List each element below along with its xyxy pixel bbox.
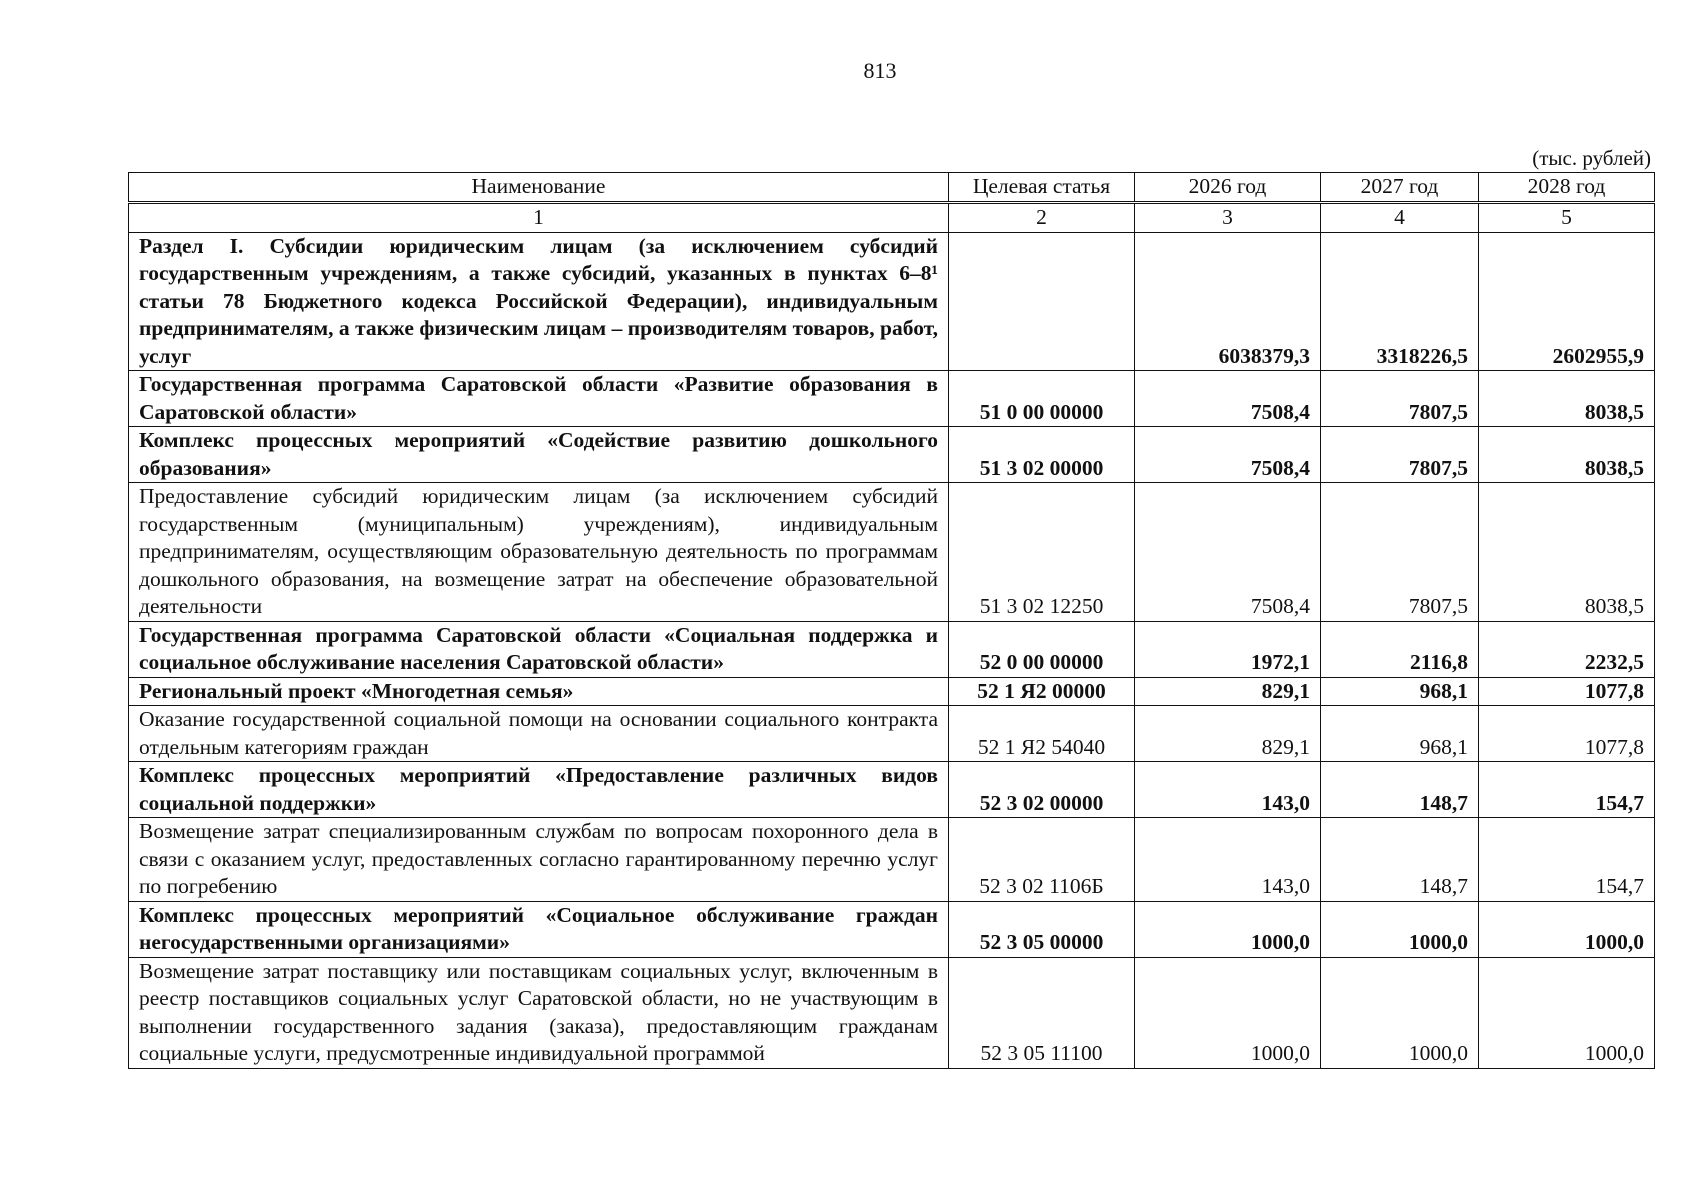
row-value-2027: 3318226,5 <box>1321 232 1479 371</box>
column-number: 4 <box>1321 203 1479 233</box>
header-2027: 2027 год <box>1321 173 1479 203</box>
row-value-2027: 1000,0 <box>1321 957 1479 1068</box>
row-target-code: 52 1 Я2 54040 <box>949 706 1135 762</box>
row-value-2027: 968,1 <box>1321 706 1479 762</box>
row-value-2027: 7807,5 <box>1321 427 1479 483</box>
units-label: (тыс. рублей) <box>1532 146 1651 170</box>
header-name: Наименование <box>129 173 949 203</box>
row-target-code: 52 3 05 11100 <box>949 957 1135 1068</box>
column-number-row <box>129 203 1655 233</box>
row-name: Раздел I. Субсидии юридическим лицам (за исключением субсидий государственным учреждениям, а также субсидий, указанных в пунктах 6–8¹ статьи 78 Бюджетного кодекса Российской Федерации), индивидуальным предпринимателям, а также физическим лицам – производителям товаров, работ, услуг <box>129 232 949 371</box>
row-name: Предоставление субсидий юридическим лицам (за исключением субсидий государственным (муниципальным) учреждениям), индивидуальным предпринимателям, осуществляющим образовательную деятельность по программам дошкольного образования, на возмещение затрат на обеспечение образовательной деятельности <box>129 483 949 622</box>
column-number: 1 <box>129 203 949 233</box>
row-name: Региональный проект «Многодетная семья» <box>129 677 949 706</box>
row-value-2026: 7508,4 <box>1135 371 1321 427</box>
row-target-code: 52 3 02 1106Б <box>949 818 1135 902</box>
row-target-code: 52 3 05 00000 <box>949 901 1135 957</box>
table-row <box>129 371 1655 427</box>
table-row <box>129 957 1655 1068</box>
row-value-2027: 148,7 <box>1321 762 1479 818</box>
row-target-code <box>949 232 1135 371</box>
row-target-code: 51 0 00 00000 <box>949 371 1135 427</box>
column-number: 3 <box>1135 203 1321 233</box>
row-name: Комплекс процессных мероприятий «Содействие развитию дошкольного образования» <box>129 427 949 483</box>
table-row <box>129 762 1655 818</box>
row-target-code: 52 0 00 00000 <box>949 621 1135 677</box>
header-2028: 2028 год <box>1479 173 1655 203</box>
row-name: Комплекс процессных мероприятий «Предоставление различных видов социальной поддержки» <box>129 762 949 818</box>
row-value-2026: 7508,4 <box>1135 483 1321 622</box>
row-value-2027: 148,7 <box>1321 818 1479 902</box>
row-value-2028: 2602955,9 <box>1479 232 1655 371</box>
row-value-2027: 7807,5 <box>1321 483 1479 622</box>
row-value-2027: 2116,8 <box>1321 621 1479 677</box>
row-target-code: 51 3 02 12250 <box>949 483 1135 622</box>
row-value-2026: 829,1 <box>1135 706 1321 762</box>
table-row <box>129 677 1655 706</box>
row-name: Возмещение затрат специализированным службам по вопросам похоронного дела в связи с оказанием услуг, предоставленных согласно гарантированному перечню услуг по погребению <box>129 818 949 902</box>
table-row <box>129 232 1655 371</box>
row-value-2027: 968,1 <box>1321 677 1479 706</box>
row-value-2028: 1077,8 <box>1479 706 1655 762</box>
row-target-code: 51 3 02 00000 <box>949 427 1135 483</box>
column-number: 5 <box>1479 203 1655 233</box>
row-name: Государственная программа Саратовской области «Развитие образования в Саратовской области» <box>129 371 949 427</box>
row-value-2028: 8038,5 <box>1479 427 1655 483</box>
table-header-row <box>129 173 1655 203</box>
row-value-2027: 7807,5 <box>1321 371 1479 427</box>
row-value-2028: 2232,5 <box>1479 621 1655 677</box>
row-value-2026: 829,1 <box>1135 677 1321 706</box>
row-value-2028: 8038,5 <box>1479 371 1655 427</box>
table-row <box>129 427 1655 483</box>
budget-table <box>128 172 1655 1069</box>
row-value-2028: 154,7 <box>1479 762 1655 818</box>
row-value-2026: 6038379,3 <box>1135 232 1321 371</box>
row-value-2026: 1972,1 <box>1135 621 1321 677</box>
page-number: 813 <box>863 58 897 83</box>
header-2026: 2026 год <box>1135 173 1321 203</box>
row-target-code: 52 3 02 00000 <box>949 762 1135 818</box>
row-value-2026: 1000,0 <box>1135 901 1321 957</box>
row-value-2028: 8038,5 <box>1479 483 1655 622</box>
row-value-2028: 1077,8 <box>1479 677 1655 706</box>
header-code: Целевая статья <box>949 173 1135 203</box>
row-value-2028: 154,7 <box>1479 818 1655 902</box>
row-name: Государственная программа Саратовской области «Социальная поддержка и социальное обслуживание населения Саратовской области» <box>129 621 949 677</box>
row-target-code: 52 1 Я2 00000 <box>949 677 1135 706</box>
row-value-2026: 143,0 <box>1135 818 1321 902</box>
row-name: Комплекс процессных мероприятий «Социальное обслуживание граждан негосударственными организациями» <box>129 901 949 957</box>
row-name: Возмещение затрат поставщику или поставщикам социальных услуг, включенным в реестр поставщиков социальных услуг Саратовской области, но не участвующим в выполнении государственного задания (заказа), предоставляющим гражданам социальные услуги, предусмотренные индивидуальной программой <box>129 957 949 1068</box>
column-number: 2 <box>949 203 1135 233</box>
row-value-2027: 1000,0 <box>1321 901 1479 957</box>
row-name: Оказание государственной социальной помощи на основании социального контракта отдельным категориям граждан <box>129 706 949 762</box>
table-row <box>129 901 1655 957</box>
row-value-2026: 7508,4 <box>1135 427 1321 483</box>
row-value-2026: 1000,0 <box>1135 957 1321 1068</box>
table-row <box>129 818 1655 902</box>
row-value-2026: 143,0 <box>1135 762 1321 818</box>
row-value-2028: 1000,0 <box>1479 957 1655 1068</box>
row-value-2028: 1000,0 <box>1479 901 1655 957</box>
table-row <box>129 621 1655 677</box>
table-row <box>129 483 1655 622</box>
table-row <box>129 706 1655 762</box>
